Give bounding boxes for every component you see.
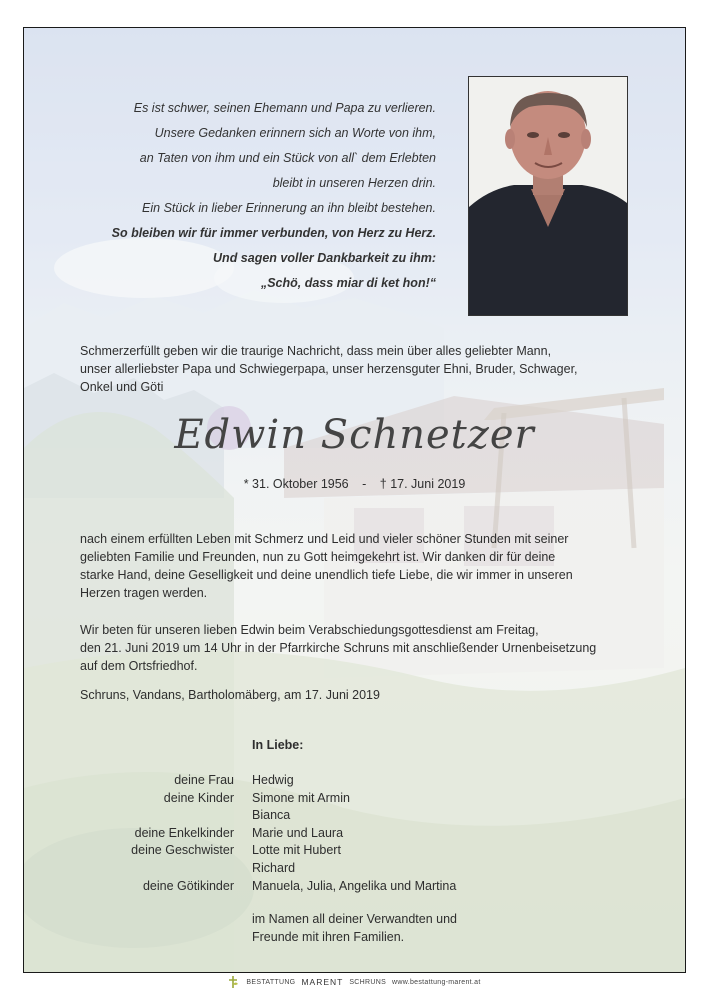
mourner-names: Richard xyxy=(252,860,296,875)
poem-line: Ein Stück in lieber Erinnerung an ihn bleibt bestehen. xyxy=(142,201,436,215)
poem xyxy=(76,96,436,296)
mourner-row xyxy=(80,772,640,790)
mourner-names: Simone mit Armin xyxy=(252,790,350,805)
main-line: nach einem erfüllten Leben mit Schmerz und Leid und vieler schöner Stunden mit seiner xyxy=(80,532,569,546)
intro-line: Schmerzerfüllt geben wir die traurige Nachricht, dass mein über alles geliebter Mann, xyxy=(80,344,552,358)
closing-line: Freunde mit ihren Familien. xyxy=(252,930,405,944)
mourner-names: Bianca xyxy=(252,808,291,823)
mourner-names: Lotte mit Hubert xyxy=(252,843,341,858)
mourner-names: Manuela, Julia, Angelika und Martina xyxy=(252,878,457,893)
main-line: Herzen tragen werden. xyxy=(80,586,208,600)
mourner-relation: deine Enkelkinder xyxy=(134,825,234,840)
footer-town: SCHRUNS xyxy=(349,978,387,986)
footer-brand: MARENT xyxy=(301,977,344,987)
footer-website[interactable]: www.bestattung-marent.at xyxy=(392,978,481,986)
mourner-row xyxy=(80,825,640,843)
poem-line: So bleiben wir für immer verbunden, von Herz zu Herz. xyxy=(111,226,436,240)
funeral-line: den 21. Juni 2019 um 14 Uhr in der Pfarrkirche Schruns mit anschließender Urnenbeisetzung xyxy=(80,641,597,655)
closing-text xyxy=(252,910,457,946)
closing-line: im Namen all deiner Verwandten und xyxy=(252,912,457,926)
mourner-relation xyxy=(80,807,252,825)
place-date: Schruns, Vandans, Bartholomäberg, am 17. Juni 2019 xyxy=(80,688,380,702)
funeral-line: auf dem Ortsfriedhof. xyxy=(80,659,198,673)
poem-line: bleibt in unseren Herzen drin. xyxy=(272,176,436,190)
mourner-row xyxy=(80,860,640,878)
intro-paragraph xyxy=(80,342,640,396)
poem-line: Es ist schwer, seinen Ehemann und Papa zu verlieren. xyxy=(133,101,436,115)
obituary-card xyxy=(23,27,686,973)
intro-line: unser allerliebster Papa und Schwiegerpapa, unser herzensguter Ehni, Bruder, Schwager, xyxy=(80,362,578,376)
portrait-illustration xyxy=(469,77,627,315)
poem-line: „Schö, dass miar di ket hon!“ xyxy=(260,276,436,290)
mourner-row xyxy=(80,807,640,825)
funeral-details xyxy=(80,621,640,675)
mourner-relation: deine Götikinder xyxy=(142,878,234,893)
poem-line: Unsere Gedanken erinnern sich an Worte von ihm, xyxy=(154,126,436,140)
mourner-row xyxy=(80,878,640,896)
mourner-relation: deine Geschwister xyxy=(131,843,234,858)
cross-leaf-icon xyxy=(226,975,240,989)
intro-line: Onkel und Göti xyxy=(80,380,164,394)
main-line: geliebten Familie und Freunden, nun zu Gott heimgekehrt ist. Wir danken dir für deine xyxy=(80,550,556,564)
mourner-row xyxy=(80,790,640,808)
poem-line: Und sagen voller Dankbarkeit zu ihm: xyxy=(213,251,436,265)
life-dates xyxy=(24,477,685,491)
mourner-row xyxy=(80,842,640,860)
portrait-photo xyxy=(468,76,628,316)
poem-line: an Taten von ihm und ein Stück von all` dem Erlebten xyxy=(139,151,436,165)
mourner-names: Marie und Laura xyxy=(252,825,344,840)
date-separator: - xyxy=(362,477,367,491)
footer xyxy=(0,971,707,993)
main-paragraph xyxy=(80,530,640,602)
main-line: starke Hand, deine Geselligkeit und deine unendlich tiefe Liebe, die wir immer in unseren xyxy=(80,568,573,582)
mourners-list xyxy=(80,772,640,895)
mourner-relation xyxy=(80,860,252,878)
mourner-names: Hedwig xyxy=(252,773,294,787)
footer-prefix: BESTATTUNG xyxy=(246,978,296,986)
funeral-line: Wir beten für unseren lieben Edwin beim Verabschiedungsgottesdienst am Freitag, xyxy=(80,623,539,637)
birth-date: * 31. Oktober 1956 xyxy=(243,477,349,491)
death-date: † 17. Juni 2019 xyxy=(379,477,466,491)
mourners-heading: In Liebe: xyxy=(252,738,304,752)
mourner-relation: deine Kinder xyxy=(163,790,234,805)
mourner-relation: deine Frau xyxy=(174,773,234,787)
deceased-name: Edwin Schnetzer xyxy=(174,412,535,458)
